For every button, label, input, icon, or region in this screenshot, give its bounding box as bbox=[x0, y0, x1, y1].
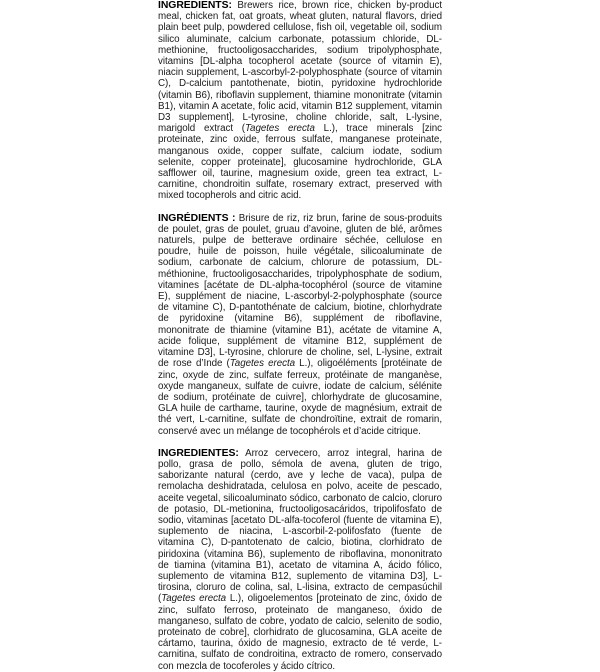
ingredients-heading-fr: INGRÉDIENTS : bbox=[158, 212, 236, 224]
ingredients-text-fr-1: Brisure de riz, riz brun, farine de sous-produits de poulet, gras de poulet, gruau d’avoine, gluten de blé, arômes naturels, pulpe de betterave ordinaire séchée, cellulose en poudre, huile de poisson, huile végétale, silicoaluminate de sodium, carbonate de calcium, chlorure de potassium, DL-méthionine, fructooligosaccharides, tripolyphosphate de sodium, vitamines [acétate de DL-alpha-tocophérol (source de vitamine E), supplément de niacine, L-ascorbyl-2-polyphosphate (source de vitamine C), D-pantothénate de calcium, biotine, chlorhydrate de pyridoxine (vitamine B6), supplément de riboflavine, mononitrate de thiamine (vitamine B1), acétate de vitamine A, acide folique, supplément de vitamine B12, supplément de vitamine D3], L-tyrosine, chlorure de choline, sel, L-lysine, extrait de rose d’Inde ( bbox=[158, 212, 442, 370]
ingredients-french bbox=[158, 213, 442, 437]
ingredients-heading-es: INGREDIENTES: bbox=[158, 447, 239, 459]
ingredient-label bbox=[158, 0, 442, 672]
ingredients-english bbox=[158, 0, 442, 202]
latin-name-en: Tagetes erecta bbox=[245, 123, 315, 135]
ingredients-text-es-2: L.), oligoelementos [proteinato de zinc, óxido de zinc, sulfato ferroso, proteinato de manganeso, óxido de manganeso, sulfato de cobre, yodato de calcio, selenito de sodio, proteinato de cobre], clorhidrato de glucosamina, GLA aceite de cártamo, taurina, óxido de magnesio, extracto de té verde, L-carnitina, sulfato de condroitina, extracto de romero, conservado con mezcla de tocoferoles y ácido cítrico. bbox=[158, 593, 443, 672]
ingredients-text-en-1: Brewers rice, brown rice, chicken by-product meal, chicken fat, oat groats, wheat gluten, natural flavors, dried plain beet pulp, powdered cellulose, fish oil, vegetable oil, sodium silico aluminate, calcium carbonate, potassium chloride, DL-methionine, fructooligosaccharides, sodium tripolyphosphate, vitamins [DL-alpha tocopherol acetate (source of vitamin E), niacin supplement, L-ascorbyl-2-polyphosphate (source of vitamin C), D-calcium pantothenate, biotin, pyridoxine hydrochloride (vitamin B6), riboflavin supplement, thiamine mononitrate (vitamin B1), vitamin A acetate, folic acid, vitamin B12 supplement, vitamin D3 supplement], L-tyrosine, choline chloride, salt, L-lysine, marigold extract ( bbox=[158, 0, 442, 135]
latin-name-es: Tagetes erecta bbox=[161, 593, 227, 605]
ingredients-text-es-1: Arroz cervecero, arroz integral, harina de pollo, grasa de pollo, sémola de avena, gluten de trigo, saborizante natural (cerdo, ave y leche de vaca), pulpa de remolacha deshidratada, celulosa en polvo, aceite de pescado, aceite vegetal, silicoaluminato sódico, carbonato de calcio, cloruro de potasio, DL-metionina, fructooligosacáridos, tripolifosfato de sodio, vitaminas [acetato DL-alfa-tocoferol (fuente de vitamina E), suplemento de niacina, L-ascorbil-2-polifosfato (fuente de vitamina C), D-pantotenato de calcio, biotina, clorhidrato de piridoxina (vitamina B6), suplemento de riboflavina, mononitrato de tiamina (vitamina B1), acetato de vitamina A, ácido fólico, suplemento de vitamina B12, suplemento de vitamina D3], L-tirosina, cloruro de colina, sal, L-lisina, extracto de cempasúchil ( bbox=[158, 447, 442, 605]
ingredients-text-fr-2: L.), oligoéléments [protéinate de zinc, oxyde de zinc, sulfate ferreux, protéinate de manganèse, oxyde manganeux, sulfate de cuivre, iodate de calcium, sélénite de sodium, protéinate de cuivre], chlorhydrate de glucosamine, GLA huile de carthame, taurine, oxyde de magnésium, extrait de thé vert, L-carnitine, sulfate de chondroïtine, extrait de romarin, conservé avec un mélange de tocophérols et d’acide citrique. bbox=[158, 358, 442, 437]
ingredients-text-en-2: L.), trace minerals [zinc proteinate, zinc oxide, ferrous sulfate, manganese proteinate, manganous oxide, copper sulfate, calcium iodate, sodium selenite, copper proteinate], glucosamine hydrochloride, GLA safflower oil, taurine, magnesium oxide, green tea extract, L-carnitine, chondroitin sulfate, rosemary extract, preserved with mixed tocopherols and citric acid. bbox=[158, 123, 443, 202]
ingredients-spanish bbox=[158, 448, 442, 672]
ingredients-heading-en: INGREDIENTS: bbox=[158, 0, 232, 11]
latin-name-fr: Tagetes erecta bbox=[229, 358, 296, 370]
